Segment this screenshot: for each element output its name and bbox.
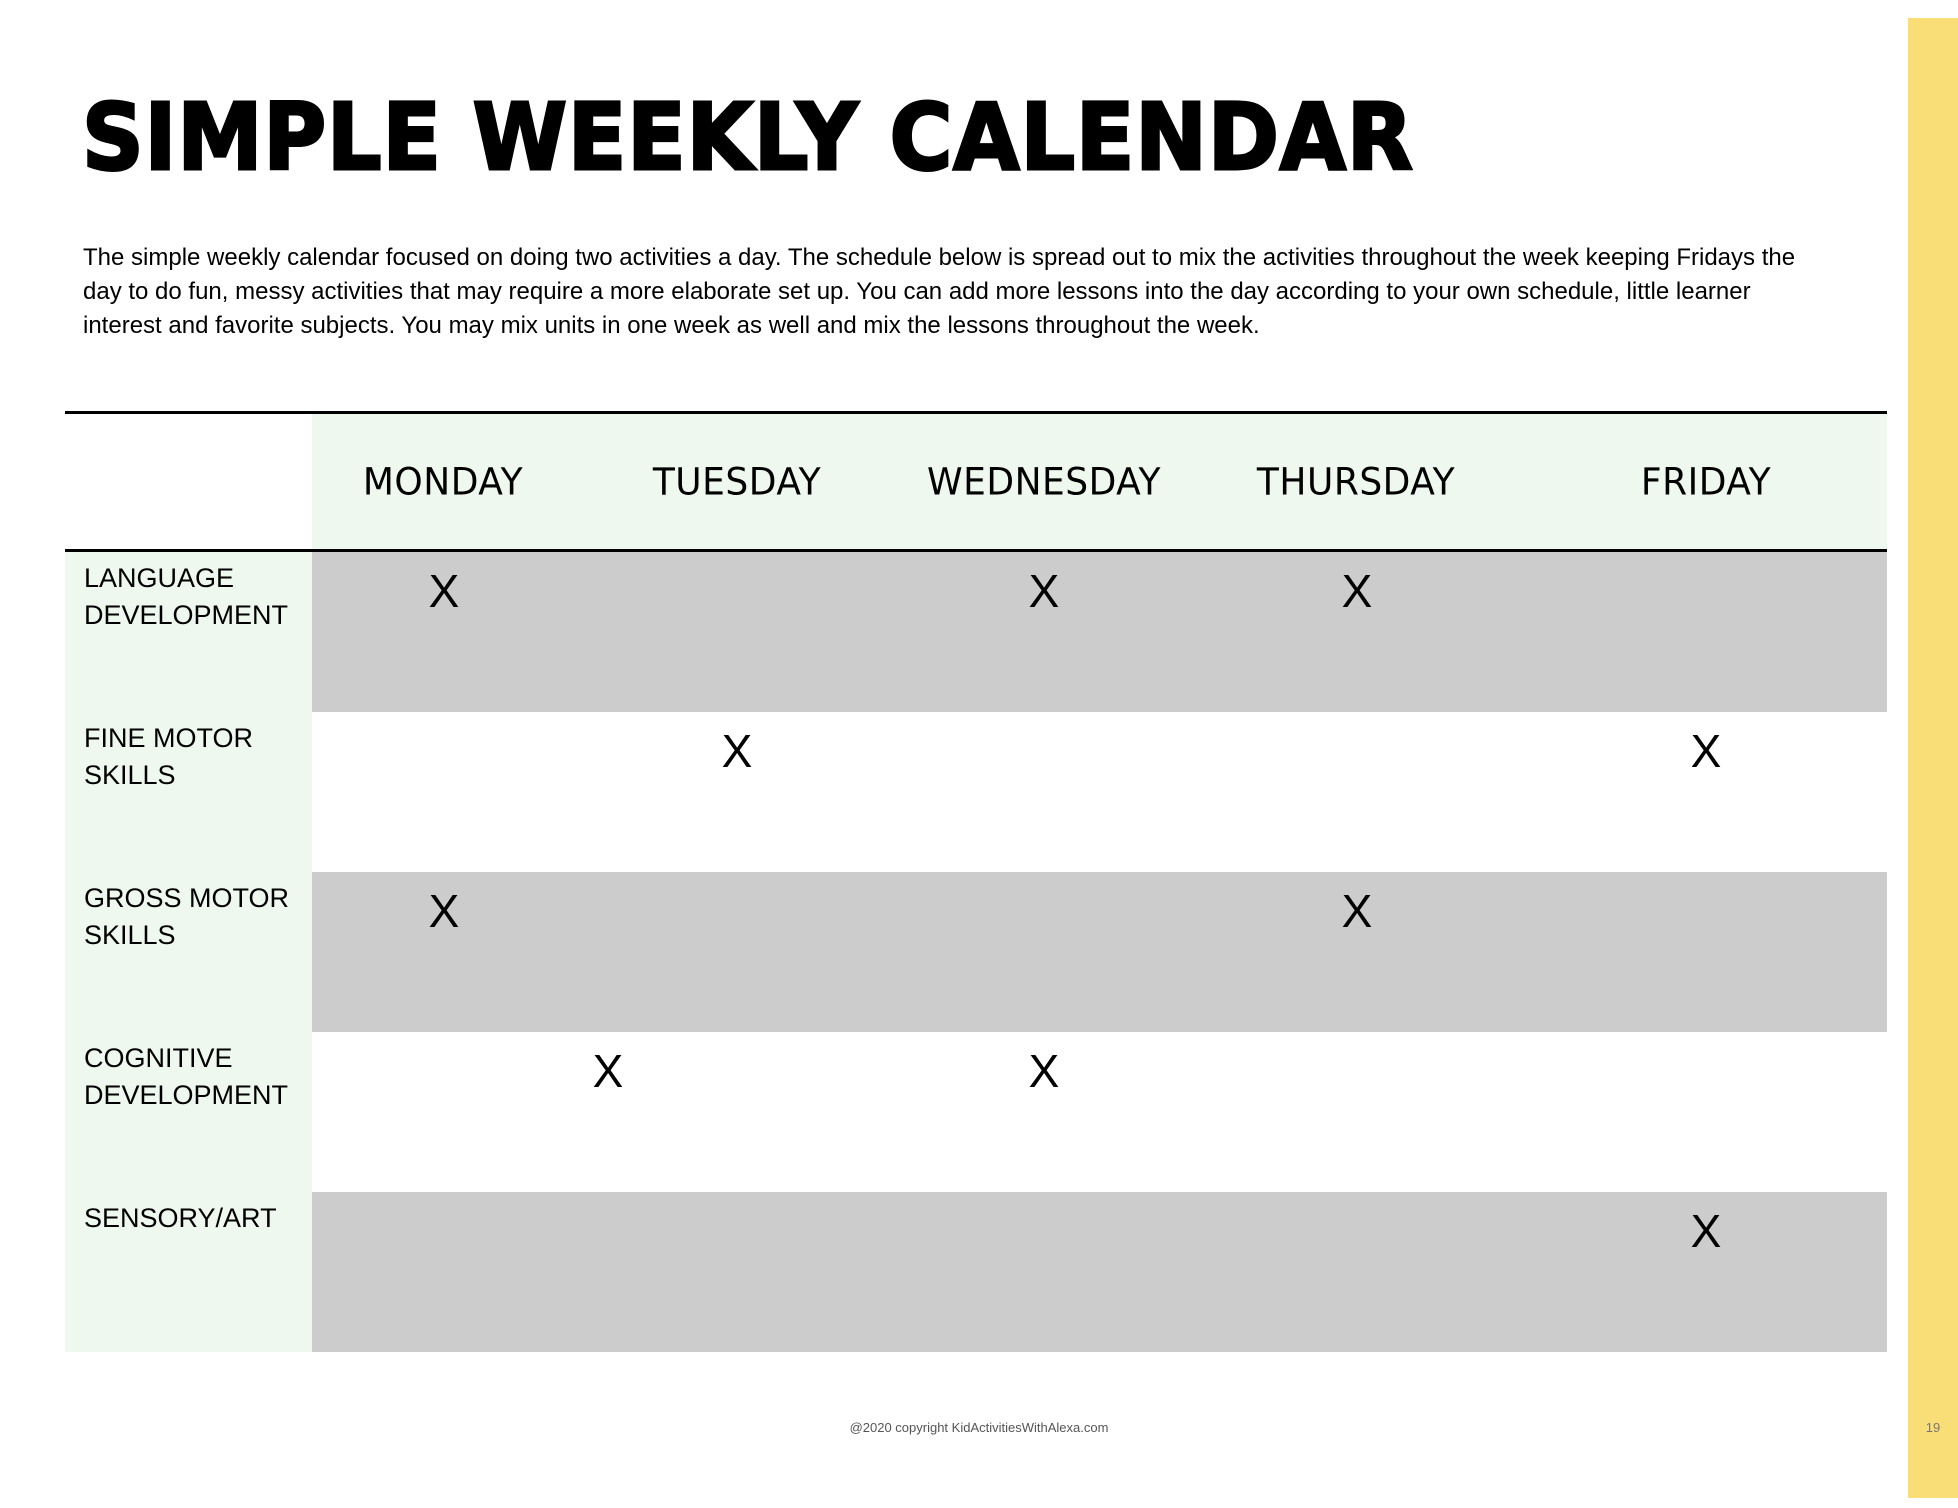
weekly-calendar-table	[65, 411, 1887, 1352]
day-friday: FRIDAY	[1640, 460, 1772, 505]
row-label-line: SKILLS	[84, 760, 176, 790]
check-mark: X	[1690, 1205, 1722, 1257]
row-label-line: SENSORY/ART	[84, 1203, 277, 1233]
row-cells	[312, 712, 1887, 872]
row-cells	[312, 552, 1887, 712]
row-label-line: SKILLS	[84, 920, 176, 950]
row-label	[84, 560, 309, 634]
check-mark: X	[1028, 565, 1060, 617]
row-cells	[312, 1192, 1887, 1352]
row-label	[84, 1040, 309, 1114]
check-mark: X	[592, 1045, 624, 1097]
side-accent-bar	[1908, 18, 1958, 1498]
page-title: SIMPLE WEEKLY CALENDAR	[82, 84, 1414, 191]
row-sensory-art	[65, 1192, 1887, 1352]
row-label-line: GROSS MOTOR	[84, 883, 290, 913]
check-mark: X	[1341, 565, 1373, 617]
day-tuesday: TUESDAY	[652, 460, 822, 505]
day-monday: MONDAY	[362, 460, 524, 505]
row-label-line: DEVELOPMENT	[84, 1080, 289, 1110]
row-cells	[312, 872, 1887, 1032]
check-mark: X	[428, 565, 460, 617]
check-mark: X	[1341, 885, 1373, 937]
row-label	[84, 1200, 309, 1237]
row-label	[84, 880, 309, 954]
row-label	[84, 720, 309, 794]
day-header-row	[65, 414, 1887, 552]
row-fine-motor-skills	[65, 712, 1887, 872]
row-label-line: DEVELOPMENT	[84, 600, 289, 630]
row-cells	[312, 1032, 1887, 1192]
day-wednesday: WEDNESDAY	[927, 460, 1161, 505]
check-mark: X	[1690, 725, 1722, 777]
check-mark: X	[428, 885, 460, 937]
copyright-footer: @2020 copyright KidActivitiesWithAlexa.com	[849, 1420, 1109, 1435]
row-gross-motor-skills	[65, 872, 1887, 1032]
row-cognitive-development	[65, 1032, 1887, 1192]
check-mark: X	[721, 725, 753, 777]
row-label-line: FINE MOTOR	[84, 723, 254, 753]
row-label-cell	[65, 1032, 312, 1192]
intro-paragraph: The simple weekly calendar focused on doing two activities a day. The schedule below is spread out to mix the activities throughout the week keeping Fridays the day to do fun, messy activities that may require a more elaborate set up. You can add more lessons into the day according to your own schedule, little learner interest and favorite subjects. You may mix units in one week as well and mix the lessons throughout the week.	[83, 244, 1796, 339]
day-thursday: THURSDAY	[1256, 460, 1456, 505]
row-label-line: LANGUAGE	[84, 563, 235, 593]
row-label-cell	[65, 1192, 312, 1352]
row-language-development	[65, 552, 1887, 712]
row-label-cell	[65, 712, 312, 872]
row-label-cell	[65, 552, 312, 712]
row-label-line: COGNITIVE	[84, 1043, 233, 1073]
row-label-cell	[65, 872, 312, 1032]
page-number: 19	[1925, 1420, 1941, 1435]
check-mark: X	[1028, 1045, 1060, 1097]
